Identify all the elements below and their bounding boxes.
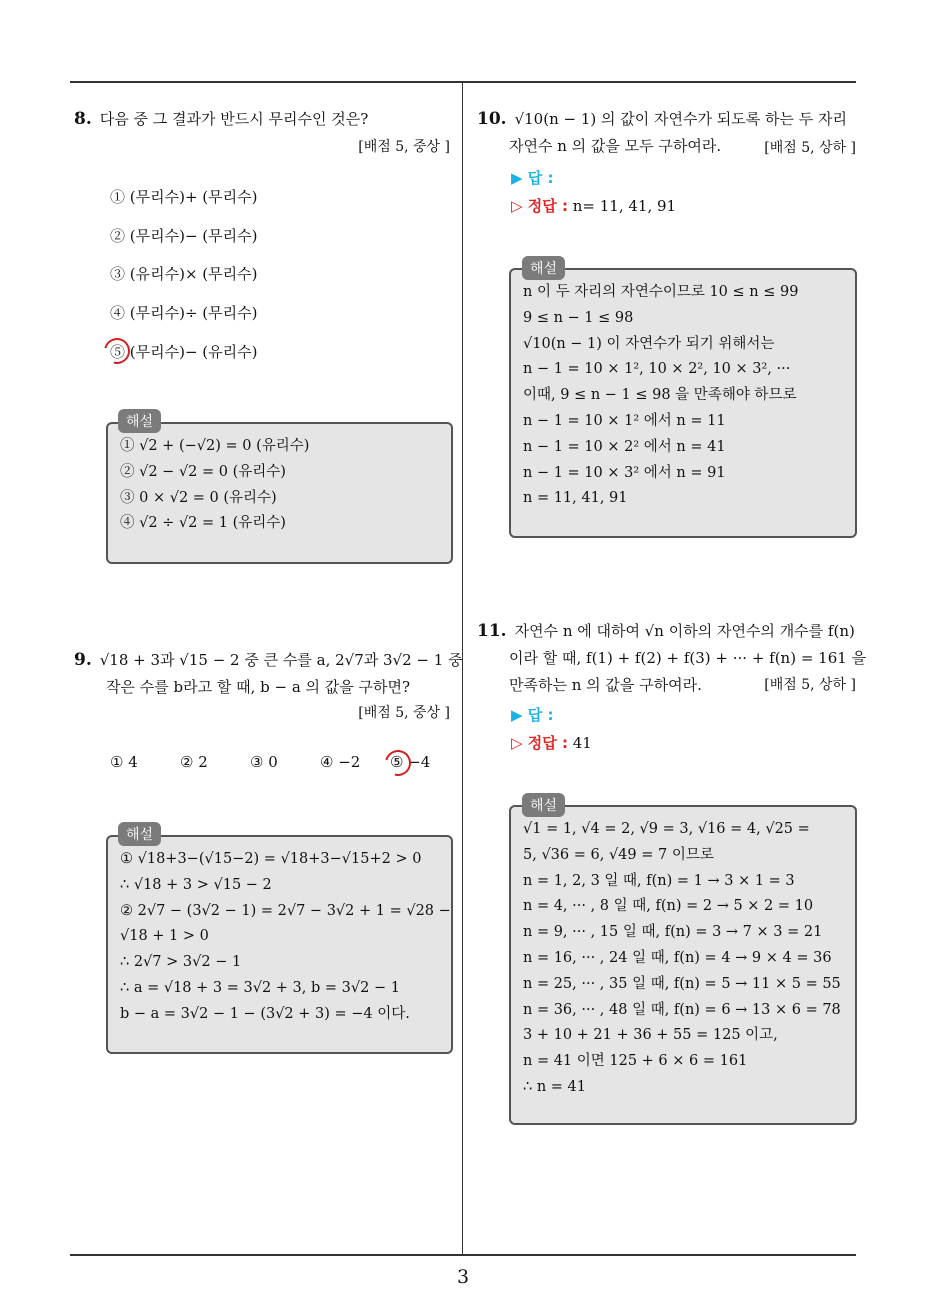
question-text: √18 + 3과 √15 − 2 중 큰 수를 a, 2√7과 3√2 − 1 중 — [99, 651, 463, 669]
question-text: √10(n − 1) 의 값이 자연수가 되도록 하는 두 자리 — [514, 110, 847, 128]
choice-3[interactable]: ③ 0 — [250, 753, 278, 771]
score-label: [배점 5, 상하 ] — [764, 677, 856, 693]
page-number: 3 — [456, 1266, 470, 1288]
choice-4[interactable]: ④ (무리수)÷ (무리수) — [110, 304, 258, 322]
choice-3[interactable]: ③ (유리수)× (무리수) — [110, 265, 258, 283]
solution-box — [106, 835, 453, 1054]
correct-answer-value: n= 11, 41, 91 — [572, 197, 677, 215]
solution-line: ∴ 2√7 > 3√2 − 1 — [120, 954, 242, 971]
solution-line: ③ 0 × √2 = 0 (유리수) — [120, 489, 277, 506]
solution-line: n 이 두 자리의 자연수이므로 10 ≤ n ≤ 99 — [523, 284, 799, 300]
solution-line: √10(n − 1) 이 자연수가 되기 위해서는 — [523, 335, 775, 352]
choice-4[interactable]: ④ −2 — [320, 753, 361, 771]
solution-line: √18 + 1 > 0 — [120, 928, 209, 945]
solution-line: n = 16, ··· , 24 일 때, f(n) = 4 → 9 × 4 = 36 — [523, 949, 832, 966]
solution-line: n = 11, 41, 91 — [523, 490, 628, 507]
question-text: 이라 할 때, f(1) + f(2) + f(3) + ··· + f(n) = 161 을 — [509, 649, 867, 667]
question-number: 8. — [74, 109, 92, 129]
choice-2[interactable]: ② 2 — [180, 753, 208, 771]
choice-1[interactable]: ① 4 — [110, 753, 138, 771]
question-number: 10. — [477, 109, 507, 129]
correct-answer-label: ▷ 정답 : — [511, 734, 568, 752]
solution-line: 이때, 9 ≤ n − 1 ≤ 98 을 만족해야 하므로 — [523, 387, 797, 404]
solution-line: n = 9, ··· , 15 일 때, f(n) = 3 → 7 × 3 = 21 — [523, 924, 823, 941]
solution-line: ④ √2 ÷ √2 = 1 (유리수) — [120, 515, 286, 532]
solution-line: ∴ √18 + 3 > √15 − 2 — [120, 876, 272, 893]
question-number: 11. — [477, 621, 507, 641]
solution-tab: 해설 — [522, 256, 565, 280]
solution-line: n − 1 = 10 × 1² 에서 n = 11 — [523, 412, 726, 429]
question-text: 작은 수를 b라고 할 때, b − a 의 값을 구하면? — [106, 678, 411, 696]
question-8 — [74, 106, 368, 133]
solution-tab: 해설 — [522, 793, 565, 817]
choice-2[interactable]: ② (무리수)− (무리수) — [110, 227, 258, 245]
solution-line: ∴ n = 41 — [523, 1078, 586, 1095]
solution-line: b − a = 3√2 − 1 − (3√2 + 3) = −4 이다. — [120, 1005, 410, 1022]
answer-label: ▶ 답 : — [511, 169, 554, 187]
solution-line: n = 25, ··· , 35 일 때, f(n) = 5 → 11 × 5 = 55 — [523, 975, 841, 992]
solution-line: n = 36, ··· , 48 일 때, f(n) = 6 → 13 × 6 = 78 — [523, 1001, 841, 1018]
question-text: 만족하는 n 의 값을 구하여라. — [509, 676, 702, 694]
choice-5[interactable]: ⑤ (무리수)− (유리수) — [110, 343, 258, 361]
solution-box — [509, 805, 857, 1125]
solution-line: 3 + 10 + 21 + 36 + 55 = 125 이고, — [523, 1027, 778, 1044]
solution-tab: 해설 — [118, 822, 161, 846]
question-text: 자연수 n 의 값을 모두 구하여라. — [509, 137, 722, 155]
solution-line: √1 = 1, √4 = 2, √9 = 3, √16 = 4, √25 = — [523, 821, 810, 837]
solution-line: 9 ≤ n − 1 ≤ 98 — [523, 309, 634, 326]
solution-line: ∴ a = √18 + 3 = 3√2 + 3, b = 3√2 − 1 — [120, 979, 400, 996]
score-label: [배점 5, 중상 ] — [358, 705, 450, 721]
solution-box — [106, 422, 453, 564]
solution-tab: 해설 — [118, 409, 161, 433]
solution-line: ② 2√7 − (3√2 − 1) = 2√7 − 3√2 + 1 = √28 − — [120, 902, 451, 919]
score-label: [배점 5, 중상 ] — [358, 139, 450, 155]
solution-line: 5, √36 = 6, √49 = 7 이므로 — [523, 846, 714, 863]
score-label: [배점 5, 상하 ] — [764, 140, 856, 156]
choice-1[interactable]: ① (무리수)+ (무리수) — [110, 188, 258, 206]
question-text: 다음 중 그 결과가 반드시 무리수인 것은? — [99, 110, 369, 128]
choice-5[interactable]: ⑤ −4 — [390, 753, 431, 771]
solution-line: ① √18+3−(√15−2) = √18+3−√15+2 > 0 — [120, 851, 422, 867]
solution-line: n − 1 = 10 × 3² 에서 n = 91 — [523, 464, 726, 481]
correct-answer-label: ▷ 정답 : — [511, 197, 568, 215]
solution-line: n = 1, 2, 3 일 때, f(n) = 1 → 3 × 1 = 3 — [523, 872, 795, 889]
question-number: 9. — [74, 650, 92, 670]
solution-line: n = 4, ··· , 8 일 때, f(n) = 2 → 5 × 2 = 10 — [523, 898, 814, 915]
solution-line: ② √2 − √2 = 0 (유리수) — [120, 463, 286, 480]
question-text: 자연수 n 에 대하여 √n 이하의 자연수의 개수를 f(n) — [514, 622, 855, 640]
correct-answer — [511, 732, 592, 753]
correct-answer-value: 41 — [572, 734, 592, 752]
question-9 — [74, 647, 463, 701]
correct-answer — [511, 195, 676, 216]
answer-mark-circle — [99, 333, 135, 369]
answer-mark-circle — [380, 745, 416, 781]
solution-line: ① √2 + (−√2) = 0 (유리수) — [120, 438, 310, 454]
footer-rule — [70, 1254, 856, 1256]
solution-line: n − 1 = 10 × 1², 10 × 2², 10 × 3², ··· — [523, 361, 791, 378]
solution-line: n = 41 이면 125 + 6 × 6 = 161 — [523, 1053, 748, 1070]
answer-label: ▶ 답 : — [511, 706, 554, 724]
header-rule — [70, 81, 856, 83]
solution-line: n − 1 = 10 × 2² 에서 n = 41 — [523, 438, 726, 455]
solution-box — [509, 268, 857, 538]
